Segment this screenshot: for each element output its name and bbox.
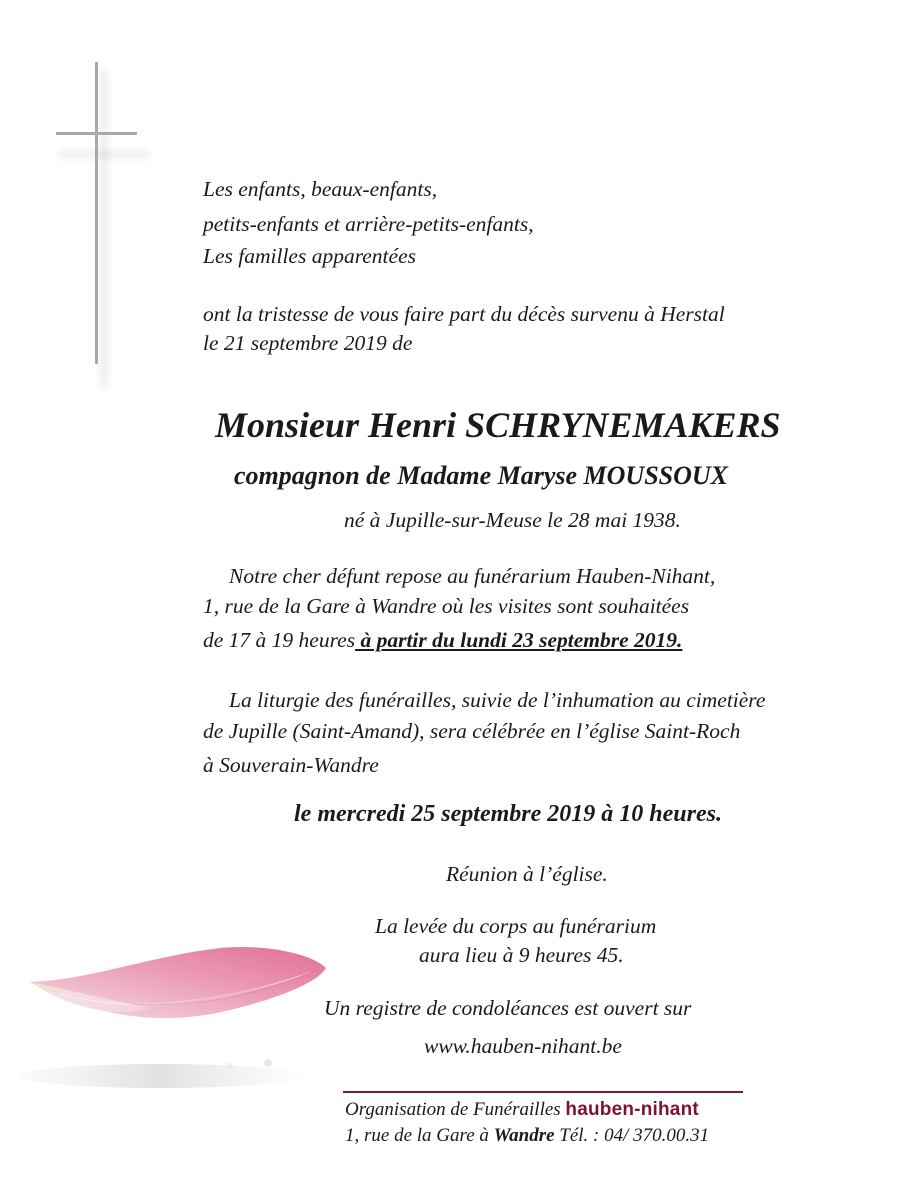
companion-line: compagnon de Madame Maryse MOUSSOUX [234, 461, 729, 490]
footer-phone: Tél. : 04/ 370.00.31 [554, 1125, 710, 1146]
intro-line-3: Les familles apparentées [203, 244, 416, 268]
levee-line-1: La levée du corps au funérarium [375, 914, 657, 938]
intro-line-1: Les enfants, beaux-enfants, [203, 177, 438, 201]
birth-line: né à Jupille-sur-Meuse le 28 mai 1938. [344, 508, 681, 532]
footer-address-town: Wandre [493, 1125, 555, 1146]
deceased-name: Monsieur Henri SCHRYNEMAKERS [215, 405, 781, 445]
ceremony-datetime: le mercredi 25 septembre 2019 à 10 heures. [294, 801, 722, 827]
liturgy-line-2: de Jupille (Saint-Amand), sera célébrée en l’église Saint-Roch [203, 719, 741, 743]
footer-divider [343, 1091, 743, 1093]
register-line: Un registre de condoléances est ouvert sur [324, 996, 692, 1020]
visitation-line-2: 1, rue de la Gare à Wandre où les visites sont souhaitées [203, 594, 690, 618]
meeting-line: Réunion à l’église. [446, 862, 608, 886]
intro-line-2: petits-enfants et arrière-petits-enfants, [203, 212, 534, 236]
visitation-line-1: Notre cher défunt repose au funérarium Hauben-Nihant, [229, 564, 716, 588]
announcement-line-1: ont la tristesse de vous faire part du décès survenu à Herstal [203, 302, 725, 326]
footer-org-prefix: Organisation de Funérailles [345, 1099, 566, 1120]
footer-address-start: 1, rue de la Gare à [345, 1125, 494, 1146]
footer-address [345, 1125, 709, 1147]
visitation-line-3 [203, 626, 682, 655]
visitation-hours: de 17 à 19 heures [203, 628, 356, 652]
liturgy-line-1: La liturgie des funérailles, suivie de l’inhumation au cimetière [229, 688, 766, 712]
levee-line-2: aura lieu à 9 heures 45. [419, 943, 624, 967]
register-url[interactable]: www.hauben-nihant.be [424, 1034, 622, 1058]
liturgy-line-3: à Souverain-Wandre [203, 753, 379, 777]
announcement-line-2: le 21 septembre 2019 de [203, 331, 413, 355]
visitation-start-date: à partir du lundi 23 septembre 2019. [355, 628, 683, 652]
brand-logo: hauben-nihant [565, 1099, 699, 1120]
lotus-petal-icon [0, 900, 340, 1100]
footer-organisation [345, 1099, 699, 1121]
